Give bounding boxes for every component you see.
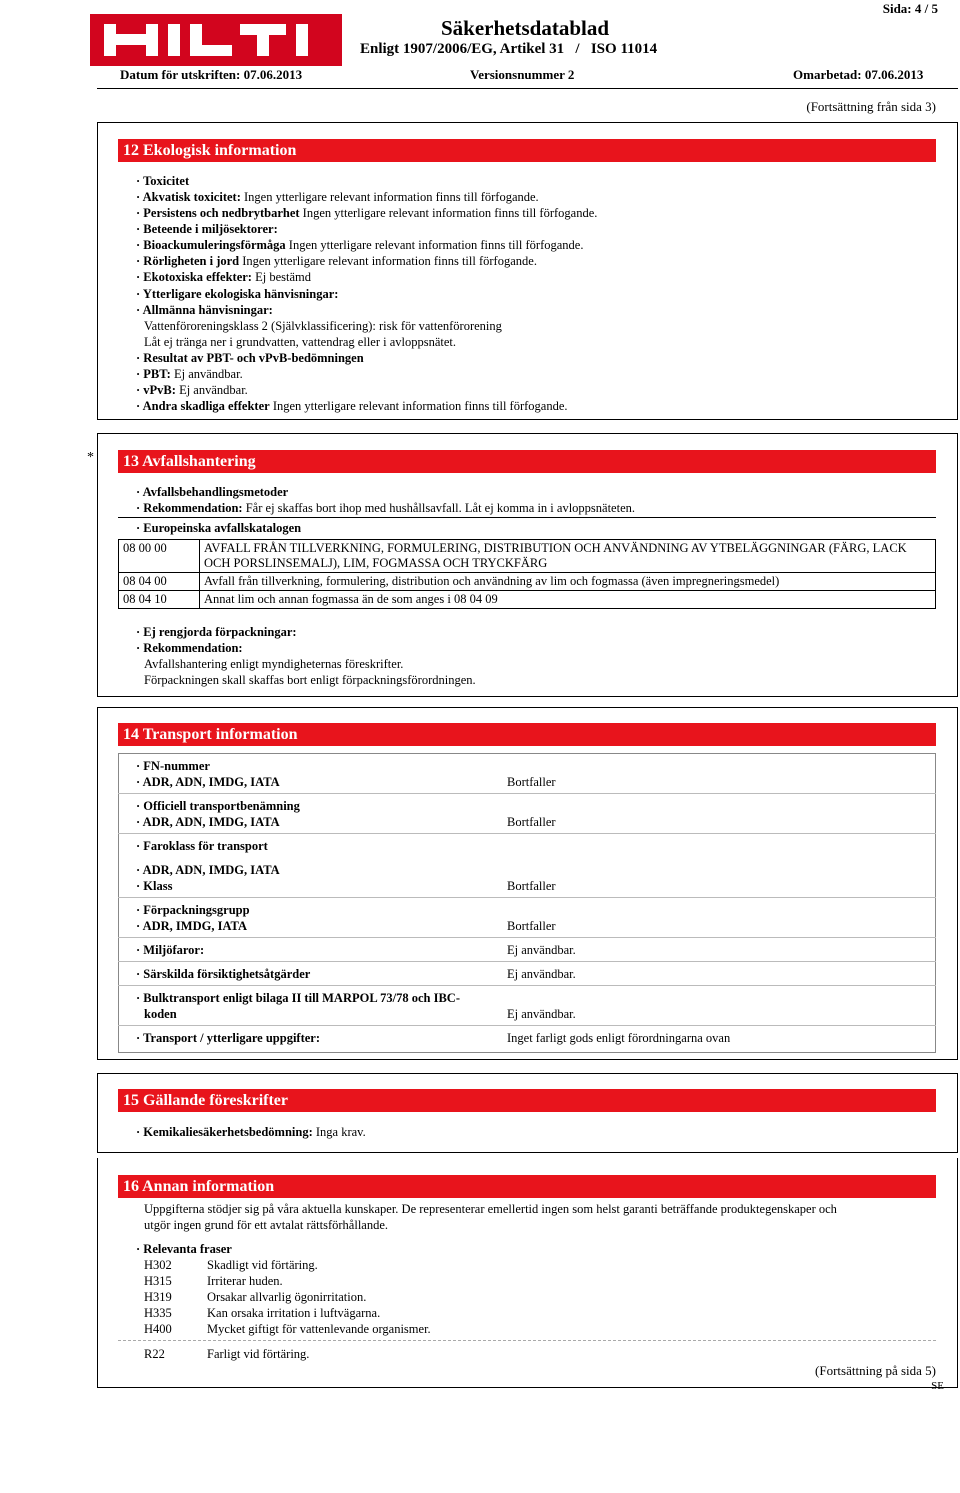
info-para-2: utgör ingen grund för ett avtalat rättsförhållande.	[144, 1218, 389, 1232]
pbt-result-label: · Resultat av PBT- och vPvB-bedömningen	[136, 351, 364, 365]
divider	[118, 833, 936, 834]
ekotox-row: · Ekotoxiska effekter: Ej bestämd	[136, 270, 311, 284]
revised-date: Omarbetad: 07.06.2013	[793, 67, 924, 82]
officiell-adr: · ADR, ADN, IMDG, IATA	[136, 815, 280, 829]
andra-row: · Andra skadliga effekter Ingen ytterligare relevant information finns till förfogande.	[136, 399, 568, 413]
persistens-row: · Persistens och nedbrytbarhet Ingen ytterligare relevant information finns till förfogande.	[136, 206, 598, 220]
phrase-code: H315	[144, 1274, 172, 1288]
katalog-frame	[118, 517, 936, 518]
sarskilda-label: · Särskilda försiktighetsåtgärder	[136, 967, 311, 981]
divider	[118, 1025, 936, 1026]
table-row	[119, 573, 936, 591]
toxicitet-label: · Toxicitet	[136, 174, 190, 188]
miljo-label: · Miljöfaror:	[136, 943, 205, 957]
divider	[118, 937, 936, 938]
vattenklass-text: Vattenföroreningsklass 2 (Självklassificering): risk för vattenförorening	[144, 319, 502, 333]
waste-text: AVFALL FRÅN TILLVERKNING, FORMULERING, DISTRIBUTION OCH ANVÄNDNING AV YTBELÄGGNINGAR (FÄRG, LACK OCH PORSLINSEMALJ), LIM, FOGMASSA OCH TRYCKFÄRG	[200, 540, 936, 573]
sarskilda-value: Ej användbar.	[507, 967, 576, 981]
allmanna-label: · Allmänna hänvisningar:	[136, 303, 273, 317]
phrase-text: Orsakar allvarlig ögonirritation.	[207, 1290, 367, 1304]
forpackning-adr: · ADR, IMDG, IATA	[136, 919, 247, 933]
waste-code: 08 04 00	[119, 573, 200, 591]
table-row	[119, 591, 936, 609]
waste-text: Annat lim och annan fogmassa än de som anges i 08 04 09	[200, 591, 936, 609]
waste-text: Avfall från tillverkning, formulering, distribution och användning av lim och fogmassa (även impregneringsmedel)	[200, 573, 936, 591]
section-14-title: 14 Transport information	[118, 723, 936, 746]
header-rule	[97, 88, 958, 89]
version-number: Versionsnummer 2	[470, 67, 575, 82]
phrase-text: Mycket giftigt för vattenlevande organismer.	[207, 1322, 431, 1336]
bioack-row: · Bioackumuleringsförmåga Ingen ytterligare relevant information finns till förfogande.	[136, 238, 584, 252]
transport-extra-value: Inget farligt gods enligt förordningarna ovan	[507, 1031, 731, 1045]
vpvb-row: · vPvB: Ej användbar.	[136, 383, 248, 397]
forpackning-value: Bortfaller	[507, 919, 556, 933]
kemi-row: · Kemikaliesäkerhetsbedömning: Inga krav.	[136, 1125, 366, 1139]
transport-extra-label: · Transport / ytterligare uppgifter:	[136, 1031, 321, 1045]
phrase-text: Skadligt vid förtäring.	[207, 1258, 318, 1272]
divider	[118, 961, 936, 962]
pbt-row: · PBT: Ej användbar.	[136, 367, 243, 381]
bulk-label-2: koden	[144, 1007, 177, 1021]
rek-row: · Rekommendation: Får ej skaffas bort ihop med hushållsavfall. Låt ej komma in i avloppsnäteten.	[136, 501, 635, 515]
divider	[118, 897, 936, 898]
rorlig-row: · Rörligheten i jord Ingen ytterligare relevant information finns till förfogande.	[136, 254, 537, 268]
officiell-value: Bortfaller	[507, 815, 556, 829]
doc-subtitle: Enligt 1907/2006/EG, Artikel 31 / ISO 11014	[360, 41, 658, 57]
rek2-line2: Förpackningen skall skaffas bort enligt förpackningsförordningen.	[144, 673, 476, 687]
table-row	[119, 540, 936, 573]
section-15-title: 15 Gällande föreskrifter	[118, 1089, 936, 1112]
fn-label: · FN-nummer	[136, 759, 210, 773]
fn-value: Bortfaller	[507, 775, 556, 789]
rek2-line1: Avfallshantering enligt myndigheternas föreskrifter.	[144, 657, 404, 671]
phrase-text: Kan orsaka irritation i luftvägarna.	[207, 1306, 381, 1320]
katalog-label: · Europeinska avfallskatalogen	[136, 521, 302, 535]
miljo-value: Ej användbar.	[507, 943, 576, 957]
faroklass-label: · Faroklass för transport	[136, 839, 268, 853]
section-13-title: 13 Avfallshantering	[118, 450, 936, 473]
ytterligare-label: · Ytterligare ekologiska hänvisningar:	[136, 287, 339, 301]
waste-code: 08 00 00	[119, 540, 200, 573]
change-marker: *	[87, 450, 94, 465]
forpackning-label: · Förpackningsgrupp	[136, 903, 250, 917]
divider	[118, 985, 936, 986]
phrase-text: Farligt vid förtäring.	[207, 1347, 310, 1361]
section-15-box	[97, 1073, 958, 1153]
phrase-code: H400	[144, 1322, 172, 1336]
phrase-code: H319	[144, 1290, 172, 1304]
doc-title: Säkerhetsdatablad	[441, 16, 610, 40]
page-number: Sida: 4 / 5	[882, 1, 938, 16]
phrase-code: H335	[144, 1306, 172, 1320]
language-code: SE	[931, 1380, 944, 1392]
beteende-label: · Beteende i miljösektorer:	[136, 222, 278, 236]
bulk-value: Ej användbar.	[507, 1007, 576, 1021]
continued-from: (Fortsättning från sida 3)	[806, 99, 936, 114]
metoder-label: · Avfallsbehandlingsmetoder	[136, 485, 289, 499]
officiell-label: · Officiell transportbenämning	[136, 799, 300, 813]
divider	[118, 793, 936, 794]
phrase-text: Irriterar huden.	[207, 1274, 283, 1288]
lat-ej-text: Låt ej tränga ner i grundvatten, vattendrag eller i avloppsnätet.	[144, 335, 457, 349]
faroklass-klass: · Klass	[136, 879, 173, 893]
relevanta-label: · Relevanta fraser	[136, 1242, 232, 1256]
continued-on: (Fortsättning på sida 5)	[815, 1363, 936, 1378]
faroklass-value: Bortfaller	[507, 879, 556, 893]
logo-icon	[90, 14, 342, 66]
section-12-title: 12 Ekologisk information	[118, 139, 936, 162]
info-para-1: Uppgifterna stödjer sig på våra aktuella kunskaper. De representerar emellertid ingen som helst garanti beträffande produktegenskaper och	[144, 1202, 837, 1216]
faroklass-adr: · ADR, ADN, IMDG, IATA	[136, 863, 280, 877]
rek2-label: · Rekommendation:	[136, 641, 243, 655]
akvatisk-row: · Akvatisk toxicitet: Ingen ytterligare relevant information finns till förfogande.	[136, 190, 539, 204]
dashed-divider	[118, 1340, 936, 1341]
print-date: Datum för utskriften: 07.06.2013	[120, 67, 303, 82]
fn-adr: · ADR, ADN, IMDG, IATA	[136, 775, 280, 789]
waste-table	[118, 539, 936, 609]
bulk-label-1: · Bulktransport enligt bilaga II till MARPOL 73/78 och IBC-	[136, 991, 460, 1005]
ej-rengjorda-label: · Ej rengjorda förpackningar:	[136, 625, 297, 639]
phrase-code: H302	[144, 1258, 172, 1272]
phrase-code: R22	[144, 1347, 165, 1361]
hilti-logo	[90, 14, 342, 66]
waste-code: 08 04 10	[119, 591, 200, 609]
section-16-title: 16 Annan information	[118, 1175, 936, 1198]
